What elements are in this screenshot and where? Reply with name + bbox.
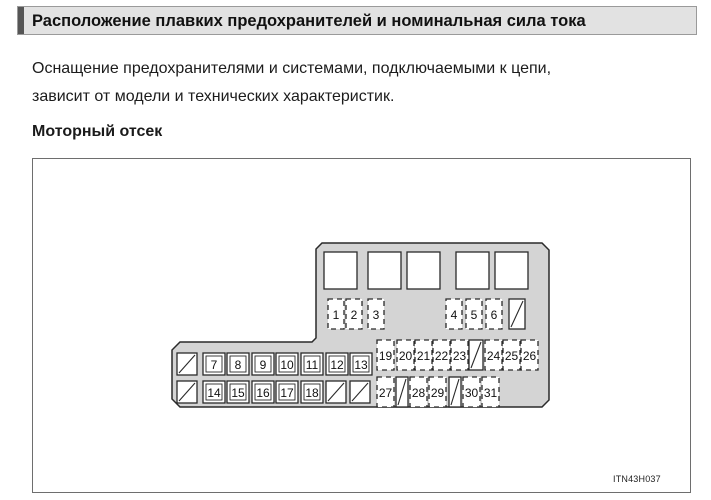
fuse-label-18: 18: [305, 386, 319, 400]
fuse-label-19: 19: [378, 349, 393, 363]
fuse-label-23: 23: [452, 349, 467, 363]
fuse-label-9: 9: [259, 358, 267, 372]
fuse-label-24: 24: [486, 349, 501, 363]
page-title: Расположение плавких предохранителей и номинальная сила тока: [32, 12, 586, 30]
fuse-label-15: 15: [231, 386, 245, 400]
relay-socket-1: [324, 252, 357, 289]
relay-socket-4: [456, 252, 489, 289]
title-accent-stripe: [18, 7, 24, 34]
engine-compartment-heading: Моторный отсек: [32, 123, 163, 140]
fuse-label-2: 2: [350, 308, 358, 322]
image-code-label: ITN43H037: [613, 474, 661, 484]
fuse-label-29: 29: [430, 386, 445, 400]
fuse-label-7: 7: [210, 358, 218, 372]
fuse-label-17: 17: [280, 386, 294, 400]
fuse-label-28: 28: [411, 386, 426, 400]
intro-line-1: Оснащение предохранителями и системами, подключаемыми к цепи,: [32, 60, 552, 77]
fuse-label-30: 30: [464, 386, 479, 400]
fuse-label-21: 21: [416, 349, 431, 363]
fuse-box-diagram-frame: [32, 158, 691, 493]
intro-line-2: зависит от модели и технических характеристик.: [32, 88, 395, 105]
fuse-label-8: 8: [234, 358, 242, 372]
fuse-label-27: 27: [378, 386, 393, 400]
fuse-label-12: 12: [330, 358, 344, 372]
fuse-label-16: 16: [256, 386, 270, 400]
fuse-label-31: 31: [483, 386, 498, 400]
fuse-label-20: 20: [398, 349, 413, 363]
fuse-label-5: 5: [470, 308, 478, 322]
fuse-box-diagram: [33, 159, 690, 492]
fuse-label-4: 4: [450, 308, 458, 322]
fuse-label-26: 26: [522, 349, 537, 363]
intro-text: [32, 55, 692, 111]
relay-socket-2: [368, 252, 401, 289]
relay-socket-3: [407, 252, 440, 289]
section-title-bar: [17, 6, 697, 35]
fuse-label-25: 25: [504, 349, 519, 363]
fuse-label-10: 10: [280, 358, 294, 372]
fuse-label-14: 14: [207, 386, 221, 400]
fuse-label-3: 3: [372, 308, 380, 322]
fuse-label-1: 1: [332, 308, 340, 322]
fuse-label-11: 11: [305, 358, 319, 372]
fuse-label-6: 6: [490, 308, 498, 322]
relay-socket-5: [495, 252, 528, 289]
fuse-label-22: 22: [434, 349, 449, 363]
fuse-label-13: 13: [354, 358, 368, 372]
